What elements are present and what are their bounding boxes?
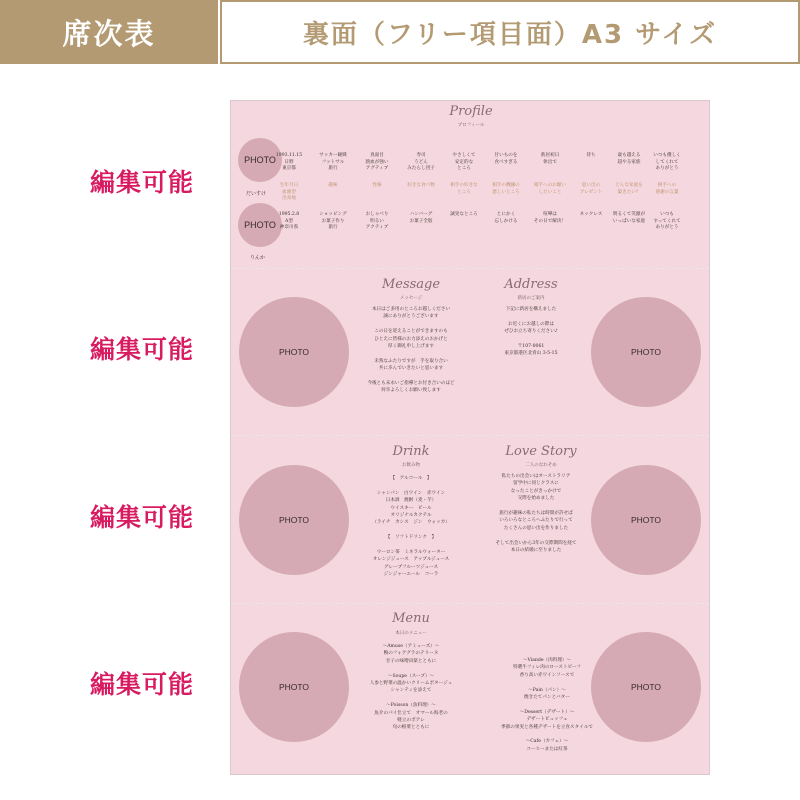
love-story-text: 私たちの出会いはオーストラリア 留学中に同じクラスに なったことがきっかけで 交際を始めました 旅行が趣味の私たちは時間が許せば いろいろなところへふたりで行って たくさんの思い出を作りました そして出会いから3年の交際期間を経て 本日の結婚に至りました [495,474,577,554]
left-photo-placeholder[interactable]: PHOTO [239,297,349,407]
groom-profile-cell: いつも優しく してくれて ありがとう [653,153,681,172]
bride-profile-cell: ハンバーグ お菓子全般 [409,212,433,224]
bride-photo-placeholder[interactable]: PHOTO [238,203,282,247]
profile-heading-cell: 性格 [372,183,382,188]
message-text: 本日はご多用のところお越しください 誠にありがとうございます この日を迎えることができますのも ひとえに皆様のお力添えのおかげと 厚く御礼申し上げます 未熟なふたりですが 手を取り合い 共に歩んでいきたいと思います 今後とも末永いご指導とお付き合いのほど 何卒よろしくお願い致します [367,307,455,394]
bride-profile-cell: ネックレス [579,212,603,217]
message-subtitle: メッセージ [399,296,423,301]
address-title: Address [504,277,558,292]
groom-profile-cell: 寿司 うどん みたらし団子 [407,153,435,172]
profile-heading-cell: 好きな食べ物 [407,183,435,188]
message-title: Message [381,277,441,292]
drink-subtitle: お飲み物 [402,463,420,468]
profile-title: Profile [449,104,493,119]
right-photo-placeholder[interactable]: PHOTO [591,297,701,407]
bride-profile-cell: 1995.2.8 A型 神奈川県 [278,212,300,231]
left-photo-placeholder[interactable]: PHOTO [239,632,349,742]
bride-profile-cell: いつも すってくれて ありがとう [653,212,681,231]
menu-subtitle: 本日のメニュー [395,631,427,636]
bride-profile-cell: ショッピング お菓子作り 旅行 [319,212,347,231]
groom-name: だいすけ [246,191,267,197]
profile-heading-cell: 相手の機嫌の 悪しいところ [492,183,520,195]
address-text: 下記に新居を構えました お近くにお越しの際は ぜひお立ち寄りください♪ 〒107-0061 東京都港区北青山 3-5-15 [504,307,558,357]
drink-title: Drink [392,444,430,459]
a3-sheet [230,100,710,775]
right-photo-placeholder[interactable]: PHOTO [591,632,701,742]
menu-left-courses: ～Amuse（アミューズ）～ 鴨のフォアグラのテリーヌ 甘子の味噌田楽とともに ～Soupe（スープ）～ 人参と野菜の温かいクリームポタージュ シャンティを添えて ～Poisson（魚料理）～ 魚介のパイ仕立て オマール海老の 軽立のポアレ 旬の根菜とともに [369,644,453,731]
profile-heading-cell: 生年月日 血液型 出身地 [279,183,299,202]
groom-profile-cell: 1993.11.15 日野 東京都 [275,153,303,172]
edit-label-drink: 編集可能 [90,503,195,532]
seating-chart-tag: 席次表 [0,0,218,64]
groom-profile-cell: やさしくて 安定的な ところ [452,153,476,172]
address-subtitle: 新居のご案内 [517,296,545,301]
profile-heading-cell: 趣味 [328,183,338,188]
profile-heading-cell: 相手へのお願い したいこと [533,183,567,195]
profile-heading-cell: 相手の好きな ところ [450,183,478,195]
groom-profile-cell: 歳も越える 超やる家族 [617,153,641,165]
profile-heading-cell: どんな家庭を 築きたい？ [615,183,643,195]
bride-profile-cell: 明るくて笑顔が いっぱいな家庭 [612,212,646,224]
groom-profile-cell: 真面目 熱血が強い アグティブ [365,153,389,172]
drink-list: 【 アルコール 】 シャンパン 白ワイン 赤ワイン 日本酒 焼酎（麦・芋） ウイスキー ビール オリジナルカクテル （ライチ カシス ジン ウォッカ） 【 ソフトドリンク 】 ウーロン茶 ミネラルウォーター オレンジジュース アップルジュース グレープフルーツジュース ジンジャーエール コーラ [372,476,450,578]
groom-profile-cell: 甘いものを 食べすぎる [494,153,518,165]
bride-profile-cell: おしゃべり 明るい アクティブ [365,212,389,231]
right-photo-placeholder[interactable]: PHOTO [591,465,701,575]
love-story-subtitle: 二人のなれそめ [525,463,557,468]
bride-profile-cell: とにかく 忘しかける [494,212,518,224]
left-photo-placeholder[interactable]: PHOTO [239,465,349,575]
section-divider [231,603,709,604]
groom-photo-placeholder[interactable]: PHOTO [238,138,282,182]
groom-profile-cell: 待ち [586,153,596,158]
edit-label-menu: 編集可能 [90,670,195,699]
groom-profile-cell: 新居初日 休出で [540,153,560,165]
menu-title: Menu [392,611,430,626]
profile-subtitle: プロフィール [457,123,485,128]
bride-profile-cell: 誠実なところ [450,212,478,217]
section-divider [231,268,709,269]
edit-label-profile: 編集可能 [90,168,195,197]
page-title: 裏面（フリー項目面）A3 サイズ [220,0,800,64]
love-story-title: Love Story [505,444,577,459]
section-divider [231,435,709,436]
profile-heading-cell: 相手への 感謝の言葉 [655,183,679,195]
profile-heading-cell: 思い出の プレゼント [579,183,603,195]
groom-profile-cell: サッカー観戦 フットサル 旅行 [319,153,347,172]
bride-name: りんか [250,255,266,261]
edit-label-message: 編集可能 [90,335,195,364]
bride-profile-cell: 喧嘩は その日で解決！ [533,212,567,224]
menu-right-courses: ～Viande（肉料理）～ 特選牛フィレ肉のローストビーフ 香り高い赤ワインソースで ～Pain（パン）～ 焼きたてパンとバター ～Dessert（デザート）～ デザートビュッフェ 季節の果実と各種デザートを立食スタイルで ～Cafe（カフェ）～ コーヒーまたは紅茶 [501,658,593,752]
